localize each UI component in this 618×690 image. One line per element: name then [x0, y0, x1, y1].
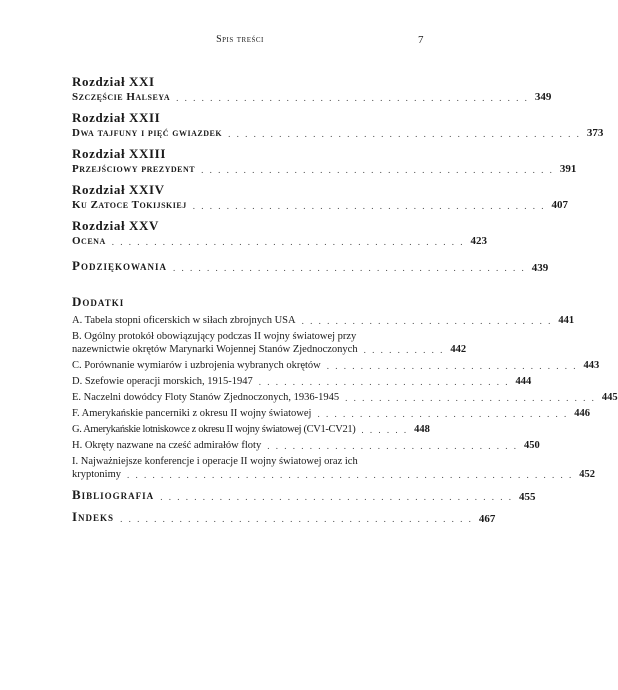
- appendix-entry: [72, 314, 575, 327]
- appendix-title: A. Tabela stopni oficerskich w siłach zbrojnych USA: [72, 315, 296, 326]
- dot-leader: . . . . . . . . . . . . . . . . . . . . . . . . . . . . . . . . . . . . . . . . . .: [176, 93, 529, 103]
- appendix-entry: [72, 330, 467, 356]
- appendix-title-line2-row: [72, 343, 467, 356]
- page-number: 439: [531, 262, 549, 274]
- dot-leader: . . . . . . . . . . . . . . . . . . . . . . . . . . . . . . . . . . . . . . . . . .: [120, 514, 473, 524]
- dot-leader: . . . . . . . . . . . . . . . . . . . . . . . . . . . . . .: [317, 409, 569, 419]
- chapter-number: Rozdział XXIV: [72, 182, 165, 197]
- appendix-entry: [72, 423, 430, 436]
- chapter-title: Ocena: [72, 235, 106, 247]
- dot-leader: . . . . . . . . . . . . . . . . . . . . . . . . . . . . . .: [326, 361, 578, 371]
- chapter-entry: [72, 162, 577, 176]
- page-number: 407: [551, 199, 568, 211]
- toc-chapter: [72, 110, 604, 140]
- appendix-title: C. Porównanie wymiarów i uzbrojenia wybranych okrętów: [72, 360, 321, 371]
- dot-leader: . . . . . .: [361, 425, 409, 435]
- page-number: 442: [450, 344, 467, 355]
- toc-index: [72, 509, 496, 525]
- page-number: 448: [414, 424, 430, 435]
- appendix-title: F. Amerykańskie pancerniki z okresu II wojny światowej: [72, 408, 312, 419]
- appendix-title: D. Szefowie operacji morskich, 1915-1947: [72, 376, 253, 387]
- acknowledgements-title: Podziękowania: [72, 258, 167, 273]
- appendix-title-line2: kryptonimy: [72, 469, 121, 480]
- appendices-heading: Dodatki: [72, 294, 125, 309]
- appendix-title-line1: B. Ogólny protokół obowiązujący podczas II wojny światowej przy: [72, 331, 357, 342]
- dot-leader: . . . . . . . . . . . . . . . . . . . . . . . . . . . . . . . . . . . . . . . . . . . . . . . . . . . . .: [127, 470, 574, 480]
- chapter-title: Ku Zatoce Tokijskiej: [72, 199, 187, 211]
- dot-leader: . . . . . . . . . . . . . . . . . . . . . . . . . . . . . . . . . . . . . . . . . .: [201, 165, 554, 175]
- page-number: 450: [523, 440, 540, 451]
- appendix-entry: [72, 359, 600, 372]
- table-of-contents: [72, 74, 618, 525]
- dot-leader: . . . . . . . . . . . . . . . . . . . . . . . . . . . . . .: [301, 316, 553, 326]
- chapter-number: Rozdział XXIII: [72, 146, 166, 161]
- appendices-list: [72, 314, 618, 481]
- page-number: 467: [478, 513, 496, 525]
- dot-leader: . . . . . . . . . . . . . . . . . . . . . . . . . . . . . .: [345, 393, 596, 403]
- dot-leader: . . . . . . . . . . . . . . . . . . . . . . . . . . . . . .: [267, 441, 518, 451]
- chapter-number: Rozdział XXI: [72, 74, 155, 89]
- chapter-entry: [72, 90, 552, 104]
- toc-chapter: [72, 146, 577, 176]
- page-number: 423: [470, 235, 487, 247]
- appendix-title: E. Naczelni dowódcy Floty Stanów Zjednoczonych, 1936-1945: [72, 392, 340, 403]
- toc-acknowledgements: [72, 258, 549, 274]
- dot-leader: . . . . . . . . . . . . . . . . . . . . . . . . . . . . . .: [258, 377, 510, 387]
- appendix-entry: [72, 391, 618, 404]
- page-number: 455: [518, 491, 536, 503]
- page-number: 373: [586, 127, 604, 139]
- chapter-entry: [72, 198, 568, 212]
- appendix-entry: [72, 455, 595, 481]
- toc-chapter: [72, 74, 552, 104]
- toc-chapter: [72, 218, 487, 248]
- bibliography-title: Bibliografia: [72, 487, 155, 502]
- page-folio: 7: [418, 34, 424, 46]
- dot-leader: . . . . . . . . . . . . . . . . . . . . . . . . . . . . . . . . . . . . . . . . . .: [111, 237, 465, 247]
- page-number: 443: [583, 360, 600, 371]
- chapter-title: Dwa tajfuny i pięć gwiazdek: [72, 127, 223, 139]
- toc-bibliography: [72, 487, 536, 503]
- appendix-entry: [72, 407, 590, 420]
- index-title: Indeks: [72, 509, 115, 524]
- chapter-entry: [72, 126, 604, 140]
- appendix-title-line1: I. Najważniejsze konferencje i operacje II wojny światowej oraz ich: [72, 456, 358, 467]
- page-number: 391: [559, 163, 577, 175]
- appendix-entry: [72, 439, 540, 452]
- chapter-entry: [72, 234, 487, 248]
- chapter-title: Przejściowy prezydent: [72, 163, 196, 175]
- appendix-title-line2: nazewnictwie okrętów Marynarki Wojennej Stanów Zjednoczonych: [72, 344, 358, 355]
- chapter-number: Rozdział XXV: [72, 218, 159, 233]
- page-number: 452: [579, 469, 595, 480]
- toc-chapter: [72, 182, 568, 212]
- appendix-title: G. Amerykańskie lotniskowce z okresu II wojny światowej (CV1-CV21): [72, 424, 356, 435]
- page-number: 444: [515, 376, 532, 387]
- dot-leader: . . . . . . . . . . . . . . . . . . . . . . . . . . . . . . . . . . . . . . . . . .: [192, 201, 546, 211]
- appendix-title: H. Okręty nazwane na cześć admirałów floty: [72, 440, 262, 451]
- page-number: 441: [558, 315, 575, 326]
- dot-leader: . . . . . . . . . . . . . . . . . . . . . . . . . . . . . . . . . . . . . . . . . .: [172, 263, 526, 273]
- page-number: 445: [601, 392, 618, 403]
- chapter-title: Szczęście Halseya: [72, 91, 171, 103]
- page-number: 349: [534, 91, 552, 103]
- dot-leader: . . . . . . . . . . . . . . . . . . . . . . . . . . . . . . . . . . . . . . . . . .: [228, 129, 581, 139]
- dot-leader: . . . . . . . . . . . . . . . . . . . . . . . . . . . . . . . . . . . . . . . . . .: [160, 492, 513, 502]
- appendix-entry: [72, 375, 532, 388]
- running-title: Spis treści: [216, 34, 264, 45]
- appendix-title-line2-row: [72, 468, 595, 481]
- page-number: 446: [574, 408, 590, 419]
- chapter-number: Rozdział XXII: [72, 110, 161, 125]
- dot-leader: . . . . . . . . . .: [363, 345, 445, 355]
